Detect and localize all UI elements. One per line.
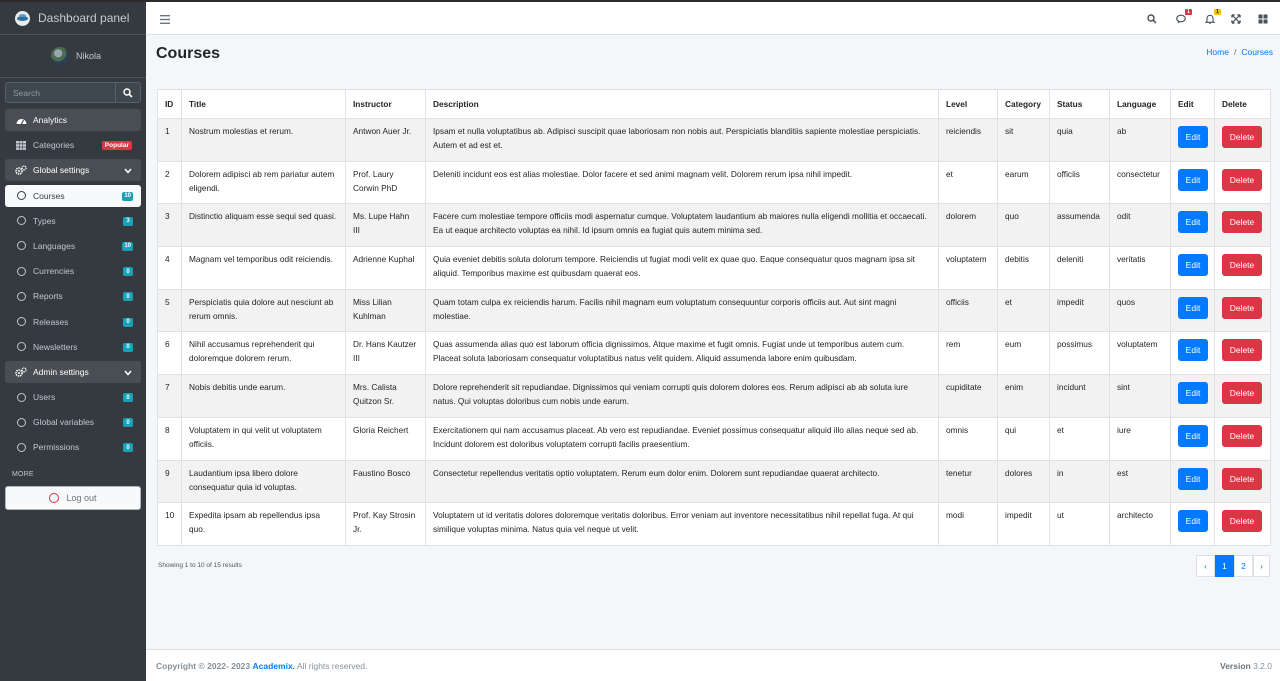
- delete-button[interactable]: Delete: [1222, 169, 1262, 191]
- cell-instructor: Antwon Auer Jr.: [346, 119, 426, 162]
- column-header-status[interactable]: Status: [1050, 90, 1110, 119]
- column-header-language[interactable]: Language: [1110, 90, 1171, 119]
- navbar-search-button[interactable]: [1145, 13, 1159, 25]
- sidebar-item-courses[interactable]: [5, 185, 141, 207]
- column-header-edit[interactable]: Edit: [1171, 90, 1215, 119]
- circle-icon: [14, 443, 28, 452]
- edit-button[interactable]: Edit: [1178, 510, 1208, 532]
- cell-description: Quia eveniet debitis soluta dolorum tempore. Reiciendis ut fugiat modi velit ex quae quo. Eaque consequatur quos magnam ipsa sit aliquid. Temporibus maxime est quibusdam quaerat eos.: [426, 247, 939, 290]
- version-value: 3.2.0: [1253, 661, 1272, 671]
- edit-button[interactable]: Edit: [1178, 382, 1208, 404]
- cell-instructor: Prof. Kay Strosin Jr.: [346, 503, 426, 546]
- count-badge: 10: [124, 243, 131, 250]
- sidebar-item-categories[interactable]: [5, 134, 141, 156]
- cell-delete: [1215, 375, 1271, 418]
- table-row: [158, 503, 1271, 546]
- cell-instructor: Gloria Reichert: [346, 417, 426, 460]
- cell-language: quos: [1110, 289, 1171, 332]
- edit-button[interactable]: Edit: [1178, 211, 1208, 233]
- cell-id: 8: [158, 417, 182, 460]
- breadcrumb-current-link[interactable]: Courses: [1241, 47, 1273, 57]
- column-header-instructor[interactable]: Instructor: [346, 90, 426, 119]
- avatar: [51, 47, 69, 65]
- cell-level: rem: [939, 332, 998, 375]
- cell-status: quia: [1050, 119, 1110, 162]
- cell-delete: [1215, 417, 1271, 460]
- table-row: [158, 119, 1271, 162]
- cell-id: 9: [158, 460, 182, 503]
- search-icon: [123, 88, 133, 98]
- hamburger-icon: [160, 15, 170, 24]
- sidebar-item-analytics[interactable]: [5, 109, 141, 131]
- cell-id: 5: [158, 289, 182, 332]
- chevron-down-icon: [124, 368, 132, 378]
- cell-id: 1: [158, 119, 182, 162]
- cell-language: sint: [1110, 375, 1171, 418]
- sidebar-item-label: Courses: [33, 190, 65, 201]
- cell-level: tenetur: [939, 460, 998, 503]
- delete-button[interactable]: Delete: [1222, 425, 1262, 447]
- breadcrumb-separator: /: [1233, 47, 1237, 57]
- count-badge: 0: [123, 267, 133, 276]
- cell-title: Laudantium ipsa libero dolore consequatur quia id voluptas.: [182, 460, 346, 503]
- cell-id: 6: [158, 332, 182, 375]
- bell-icon: [1205, 14, 1215, 24]
- cell-edit: [1171, 503, 1215, 546]
- top-navbar: [146, 2, 1280, 35]
- copyright-prefix: Copyright © 2022- 2023: [156, 661, 251, 671]
- cell-instructor: Adrienne Kuphal: [346, 247, 426, 290]
- cell-delete: [1215, 460, 1271, 503]
- circle-icon: [14, 418, 28, 427]
- delete-button[interactable]: Delete: [1222, 297, 1262, 319]
- delete-button[interactable]: Delete: [1222, 382, 1262, 404]
- cell-delete: [1215, 289, 1271, 332]
- column-header-title[interactable]: Title: [182, 90, 346, 119]
- sidebar-item-currencies[interactable]: [5, 260, 141, 282]
- cell-edit: [1171, 204, 1215, 247]
- cell-language: iure: [1110, 417, 1171, 460]
- cell-id: 2: [158, 161, 182, 204]
- circle-icon: [14, 292, 28, 301]
- breadcrumb-home-link[interactable]: Home: [1206, 47, 1229, 57]
- cell-description: Dolore reprehenderit sit repudiandae. Dignissimos qui veniam corrupti quis dolorem dolores eos. Rerum adipisci ab ab soluta iure natus. Qui voluptas doloribus cum nobis unde earum.: [426, 375, 939, 418]
- table-body: [158, 119, 1271, 546]
- main-footer: [146, 649, 1280, 681]
- courses-table: [157, 89, 1271, 546]
- cell-title: Nostrum molestias et rerum.: [182, 119, 346, 162]
- version: [1220, 661, 1272, 671]
- power-icon: [49, 493, 59, 503]
- sidebar-item-label: Analytics: [33, 115, 68, 125]
- circle-icon: [14, 191, 28, 200]
- delete-button[interactable]: Delete: [1222, 254, 1262, 276]
- search-input[interactable]: [5, 82, 115, 103]
- table-row: [158, 247, 1271, 290]
- cell-language: consectetur: [1110, 161, 1171, 204]
- edit-button[interactable]: Edit: [1178, 339, 1208, 361]
- sidebar-item-languages[interactable]: [5, 235, 141, 257]
- cell-category: earum: [998, 161, 1050, 204]
- cell-id: 7: [158, 375, 182, 418]
- cell-edit: [1171, 332, 1215, 375]
- count-badge: 0: [123, 443, 133, 452]
- delete-button[interactable]: Delete: [1222, 126, 1262, 148]
- sidebar-item-label: Admin settings: [33, 366, 89, 377]
- cell-id: 10: [158, 503, 182, 546]
- cell-edit: [1171, 161, 1215, 204]
- cell-delete: [1215, 204, 1271, 247]
- cell-status: et: [1050, 417, 1110, 460]
- sidebar-item-label: Types: [33, 215, 56, 226]
- cell-status: deleniti: [1050, 247, 1110, 290]
- cell-category: quo: [998, 204, 1050, 247]
- copyright: [156, 661, 367, 671]
- cell-language: est: [1110, 460, 1171, 503]
- copyright-rights: All rights reserved.: [296, 661, 368, 671]
- delete-button[interactable]: Delete: [1222, 510, 1262, 532]
- circle-icon: [14, 267, 28, 276]
- cell-description: Ipsam et nulla voluptatibus ab. Adipisci suscipit quae laboriosam non nobis aut. Perspiciatis blanditiis sapiente molestiae perspiciatis. Autem et ad est et.: [426, 119, 939, 162]
- circle-icon: [14, 393, 28, 402]
- sidebar-menu: [5, 109, 141, 462]
- search-icon: [1147, 14, 1157, 24]
- cell-instructor: Prof. Laury Corwin PhD: [346, 161, 426, 204]
- sidebar-item-label: Languages: [33, 240, 76, 251]
- cell-description: Deleniti incidunt eos est alias molestiae. Dolor facere et sed animi magnam velit. Dolorem rerum ipsa nihil impedit.: [426, 161, 939, 204]
- cell-category: eum: [998, 332, 1050, 375]
- circle-icon: [14, 216, 28, 225]
- search-button[interactable]: [115, 82, 141, 103]
- cell-id: 3: [158, 204, 182, 247]
- version-label: Version: [1220, 661, 1251, 671]
- count-badge: 0: [123, 292, 133, 301]
- sidebar-search: [5, 82, 141, 103]
- brand-title: Dashboard panel: [38, 11, 130, 25]
- circle-icon: [14, 342, 28, 351]
- count-badge: 0: [123, 393, 133, 402]
- table-row: [158, 289, 1271, 332]
- cell-delete: [1215, 247, 1271, 290]
- cell-language: voluptatem: [1110, 332, 1171, 375]
- cell-title: Nobis debitis unde earum.: [182, 375, 346, 418]
- cell-level: reiciendis: [939, 119, 998, 162]
- pagination-next-button[interactable]: ›: [1253, 555, 1270, 577]
- count-badge: 10: [124, 193, 131, 200]
- delete-button[interactable]: Delete: [1222, 339, 1262, 361]
- sidebar-item-types[interactable]: [5, 210, 141, 232]
- sidebar-item-users[interactable]: [5, 386, 141, 408]
- sidebar-item-releases[interactable]: [5, 311, 141, 333]
- cell-level: dolorem: [939, 204, 998, 247]
- logout-label: Log out: [66, 493, 97, 503]
- sidebar-item-label: Currencies: [33, 266, 75, 277]
- cell-category: qui: [998, 417, 1050, 460]
- cell-delete: [1215, 332, 1271, 375]
- cell-category: et: [998, 289, 1050, 332]
- circle-icon: [14, 317, 28, 326]
- cell-status: in: [1050, 460, 1110, 503]
- count-badge: 3: [123, 217, 133, 226]
- delete-button[interactable]: Delete: [1222, 468, 1262, 490]
- cell-category: dolores: [998, 460, 1050, 503]
- sidebar-item-label: Permissions: [33, 442, 80, 453]
- cell-description: Quas assumenda alias quo est laborum officia dignissimos. Atque maxime et fugit omnis. Fugiat unde ut temporibus autem cum. Placeat soluta laboriosam consequatur voluptatibus natus velit quidem. Aliquid assumenda labore enim quibusdam.: [426, 332, 939, 375]
- cell-description: Quam totam culpa ex reiciendis harum. Facilis nihil magnam eum voluptatum consequuntur corporis officiis aut. Aut sint magni molestiae.: [426, 289, 939, 332]
- count-badge: 0: [123, 418, 133, 427]
- grid-icon: [1258, 14, 1268, 24]
- edit-button[interactable]: Edit: [1178, 297, 1208, 319]
- expand-arrows-icon: [1231, 14, 1241, 24]
- edit-button[interactable]: Edit: [1178, 169, 1208, 191]
- cell-status: incidunt: [1050, 375, 1110, 418]
- cell-language: ab: [1110, 119, 1171, 162]
- cell-status: ut: [1050, 503, 1110, 546]
- column-header-delete[interactable]: Delete: [1215, 90, 1271, 119]
- cell-title: Voluptatem in qui velit ut voluptatem officiis.: [182, 417, 346, 460]
- pagination-page-2[interactable]: 2: [1234, 555, 1253, 577]
- cell-title: Dolorem adipisci ab rem pariatur autem eligendi.: [182, 161, 346, 204]
- cell-level: officiis: [939, 289, 998, 332]
- cell-edit: [1171, 375, 1215, 418]
- page-title: Courses: [156, 45, 221, 62]
- gears-icon: [14, 367, 28, 377]
- sidebar-section-more: MORE: [12, 471, 34, 478]
- brand-link[interactable]: [0, 2, 146, 35]
- sidebar-item-permissions[interactable]: [5, 436, 141, 458]
- grid-icon: [14, 141, 28, 150]
- sidebar-item-label: Newsletters: [33, 341, 78, 352]
- dashboard-gauge-icon: [14, 116, 28, 125]
- sidebar-item-label: Categories: [33, 140, 75, 151]
- edit-button[interactable]: Edit: [1178, 126, 1208, 148]
- chevron-down-icon: [124, 166, 132, 176]
- count-badge: 0: [123, 318, 133, 327]
- gears-icon: [14, 165, 28, 175]
- cell-description: Facere cum molestiae tempore officiis modi aspernatur cumque. Voluptatem laudantium ab maiores nulla eligendi mollitia et occaecati. Ea ut eaque architecto voluptas ea nihil. Id ipsum omnis ea fugiat quis autem minima sed.: [426, 204, 939, 247]
- table-row: [158, 417, 1271, 460]
- cell-language: architecto: [1110, 503, 1171, 546]
- cell-status: impedit: [1050, 289, 1110, 332]
- cell-edit: [1171, 289, 1215, 332]
- sidebar-item-reports[interactable]: [5, 285, 141, 307]
- cell-instructor: Mrs. Calista Quitzon Sr.: [346, 375, 426, 418]
- cell-edit: [1171, 247, 1215, 290]
- notifications-badge: 1: [1214, 9, 1221, 15]
- cell-edit: [1171, 460, 1215, 503]
- cell-edit: [1171, 119, 1215, 162]
- cell-category: impedit: [998, 503, 1050, 546]
- pagination: [1196, 555, 1270, 577]
- cell-delete: [1215, 161, 1271, 204]
- cell-level: voluptatem: [939, 247, 998, 290]
- cell-instructor: Ms. Lupe Hahn III: [346, 204, 426, 247]
- user-name: Nikola: [76, 51, 102, 61]
- sidebar-item-label: Global settings: [33, 165, 90, 176]
- courses-card: [157, 89, 1270, 546]
- sidebar-item-label: Users: [33, 392, 56, 403]
- cell-instructor: Dr. Hans Kautzer III: [346, 332, 426, 375]
- column-header-level[interactable]: Level: [939, 90, 998, 119]
- cell-id: 4: [158, 247, 182, 290]
- count-badge: 0: [123, 343, 133, 352]
- cell-description: Exercitationem qui nam accusamus placeat. Ab vero est repudiandae. Eveniet possimus consequatur aliquid illo alias neque sed ab. Incidunt dolorem est doloribus voluptatem corrupti facilis praesentium.: [426, 417, 939, 460]
- messages-button[interactable]: [1174, 9, 1190, 25]
- table-row: [158, 375, 1271, 418]
- cell-language: veritatis: [1110, 247, 1171, 290]
- table-info: Showing 1 to 10 of 15 results: [158, 562, 242, 569]
- circle-icon: [14, 241, 28, 250]
- cell-level: omnis: [939, 417, 998, 460]
- edit-button[interactable]: Edit: [1178, 425, 1208, 447]
- column-header-id[interactable]: ID: [158, 90, 182, 119]
- cell-title: Distinctio aliquam esse sequi sed quasi.: [182, 204, 346, 247]
- edit-button[interactable]: Edit: [1178, 254, 1208, 276]
- breadcrumb: [1206, 47, 1273, 57]
- sidebar-item-label: Releases: [33, 316, 69, 327]
- delete-button[interactable]: Delete: [1222, 211, 1262, 233]
- menu-toggle-button[interactable]: [158, 13, 172, 25]
- fullscreen-button[interactable]: [1229, 13, 1243, 25]
- sidebar-item-newsletters[interactable]: [5, 336, 141, 358]
- cell-edit: [1171, 417, 1215, 460]
- table-header-row: [158, 90, 1271, 119]
- column-header-category[interactable]: Category: [998, 90, 1050, 119]
- cell-status: officiis: [1050, 161, 1110, 204]
- cell-level: cupiditate: [939, 375, 998, 418]
- messages-badge: 1: [1185, 9, 1192, 15]
- cell-category: debitis: [998, 247, 1050, 290]
- cell-delete: [1215, 503, 1271, 546]
- cell-title: Magnam vel temporibus odit reiciendis.: [182, 247, 346, 290]
- sidebar-item-label: Reports: [33, 291, 63, 302]
- footer-brand-link[interactable]: Academix.: [252, 661, 296, 671]
- count-badge: Popular: [102, 141, 132, 150]
- sidebar-item-global-variables[interactable]: [5, 411, 141, 433]
- logout-button[interactable]: [5, 486, 141, 510]
- column-header-description[interactable]: Description: [426, 90, 939, 119]
- cell-description: Consectetur repellendus veritatis optio voluptatem. Rerum eum dolor enim. Dolorem sunt repudiandae quaerat architecto.: [426, 460, 939, 503]
- table-row: [158, 161, 1271, 204]
- cell-instructor: Miss Lilian Kuhlman: [346, 289, 426, 332]
- pagination-page-1[interactable]: 1: [1215, 555, 1234, 577]
- cell-instructor: Faustino Bosco: [346, 460, 426, 503]
- cell-status: assumenda: [1050, 204, 1110, 247]
- table-row: [158, 332, 1271, 375]
- brand-logo-icon: [15, 11, 30, 26]
- cell-status: possimus: [1050, 332, 1110, 375]
- sidebar-item-global-settings[interactable]: [5, 159, 141, 181]
- edit-button[interactable]: Edit: [1178, 468, 1208, 490]
- cell-category: enim: [998, 375, 1050, 418]
- cell-level: et: [939, 161, 998, 204]
- cell-level: modi: [939, 503, 998, 546]
- user-panel[interactable]: [0, 35, 146, 78]
- sidebar-item-label: Global variables: [33, 417, 94, 428]
- cell-delete: [1215, 119, 1271, 162]
- cell-language: odit: [1110, 204, 1171, 247]
- cell-description: Voluptatem ut id veritatis dolores doloremque veritatis doloribus. Error veniam aut inventore necessitatibus nihil repellat fuga. At qui similique voluptas minima. Natus quia vel neque ut velit.: [426, 503, 939, 546]
- cell-title: Perspiciatis quia dolore aut nesciunt ab rerum omnis.: [182, 289, 346, 332]
- pagination-prev-button[interactable]: ‹: [1196, 555, 1215, 577]
- table-row: [158, 204, 1271, 247]
- table-row: [158, 460, 1271, 503]
- notifications-button[interactable]: [1203, 9, 1219, 25]
- chat-bubbles-icon: [1176, 14, 1187, 24]
- cell-title: Expedita ipsam ab repellendus ipsa quo.: [182, 503, 346, 546]
- sidebar-item-admin-settings[interactable]: [5, 361, 141, 383]
- cell-title: Nihil accusamus reprehenderit qui doloremque dolorem rerum.: [182, 332, 346, 375]
- apps-grid-button[interactable]: [1256, 13, 1270, 25]
- cell-category: sit: [998, 119, 1050, 162]
